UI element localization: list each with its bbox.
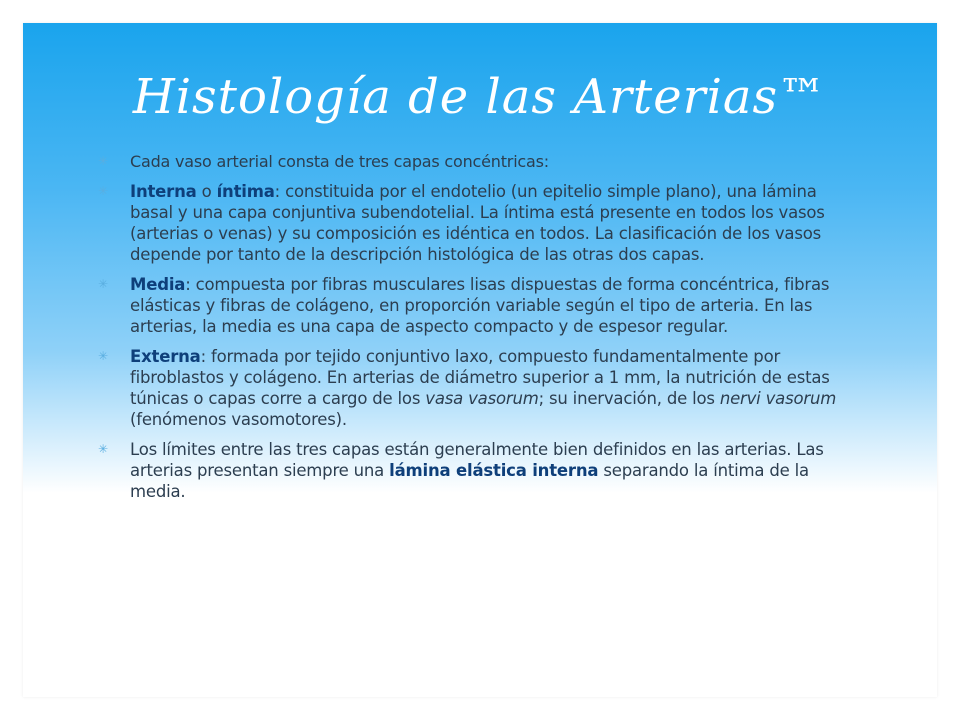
bullet-item-media [98,274,858,337]
bullet-text: o [196,182,217,201]
bullet-list [98,151,858,511]
term-intima: íntima [216,182,275,201]
bullet-item-limites [98,439,858,502]
bullet-text: Los límites entre las tres capas están generalmente bien definidos en las arterias. Las arterias presentan siempre una [130,440,824,480]
bullet-item-intro [98,151,858,172]
bullet-item-externa [98,346,858,430]
term-externa: Externa [130,347,201,366]
term-lamina-elastica-interna: lámina elástica interna [389,461,599,480]
bullet-star-icon: ✳ [98,442,108,456]
bullet-text: ; su inervación, de los [538,389,720,408]
bullet-star-icon: ✳ [98,154,108,168]
slide-title: Histología de las Arterias™ [132,69,828,125]
bullet-text: : constituida por el endotelio (un epitelio simple plano), una lámina basal y una capa conjuntiva subendotelial. La íntima está presente en todos los vasos (arterias o venas) y su composición es idéntica en todos. La clasificación de los vasos depende por tanto de la descripción histológica de las otras dos capas. [130,182,825,264]
bullet-text: : formada por tejido conjuntivo laxo, compuesto fundamentalmente por fibroblastos y colágeno. En arterias de diámetro superior a 1 mm, la nutrición de estas túnicas o capas corre a cargo de los [130,347,830,408]
term-media: Media [130,275,186,294]
term-interna: Interna [130,182,197,201]
bullet-item-interna [98,181,858,265]
term-nervi-vasorum: nervi vasorum [719,389,837,408]
slide [23,23,937,697]
bullet-text: : compuesta por fibras musculares lisas dispuestas de forma concéntrica, fibras elásticas y fibras de colágeno, en proporción variable según el tipo de arteria. En las arterias, la media es una capa de aspecto compacto y de espesor regular. [130,275,830,336]
bullet-text: (fenómenos vasomotores). [130,410,347,429]
bullet-text: separando la íntima de la media. [130,461,809,501]
bullet-star-icon: ✳ [98,349,108,363]
bullet-star-icon: ✳ [98,277,108,291]
term-vasa-vasorum: vasa vasorum [425,389,539,408]
bullet-text: Cada vaso arterial consta de tres capas concéntricas: [130,152,549,171]
bullet-star-icon: ✳ [98,184,108,198]
